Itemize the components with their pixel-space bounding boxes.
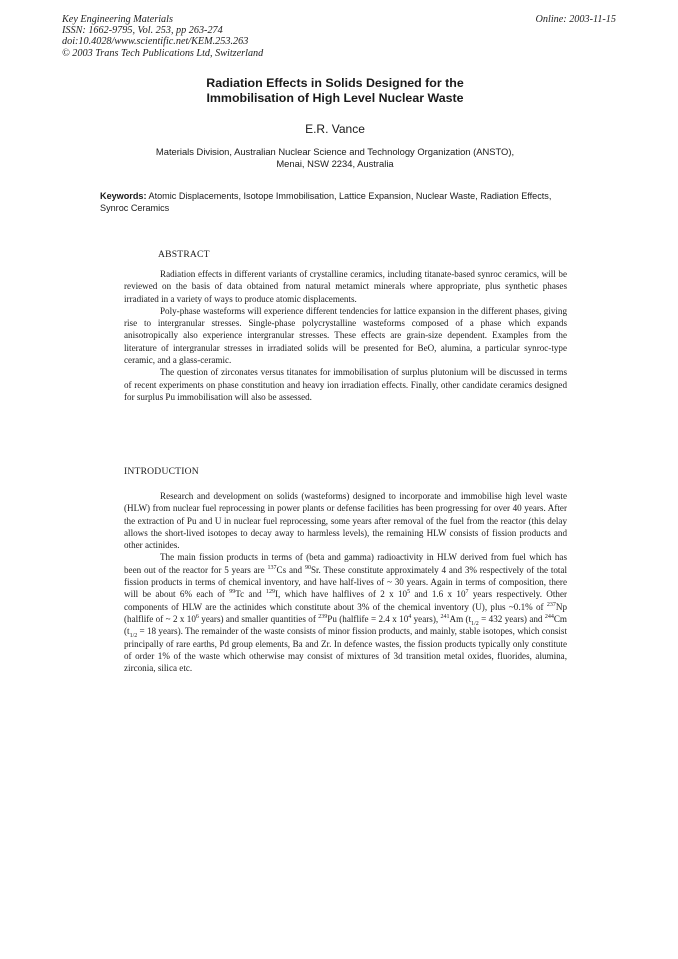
abstract-paragraph-3: The question of zirconates versus titanates for immobilisation of surplus plutonium will be discussed in terms of recent experiments on phase constitution and heavy ion irradiation effects. Finally, other candidate ceramics designed for surplus Pu immobilisation will also be assessed.	[124, 367, 567, 402]
affiliation	[110, 146, 560, 170]
intro-paragraph-2: The main fission products in terms of (beta and gamma) radioactivity in HLW derived from fuel which has been out of the reactor for 5 years are $^{137}$Cs and $^{90}$Sr. These constitute approximately 4 and 3% respectively of the total fission products in terms of chemical inventory, and have half-lives of ~ 30 years. Again in terms of composition, there will be about 6% each of $^{99}$Tc and $^{129}$I, which have halflives of 2 x $10^5$ and 1.6 x $10^7$ years respectively. Other components of HLW are the actinides which constitute about 3% of the chemical inventory (U), plus ~0.1% of $^{237}$Np (halflife of ~ 2 x $10^6$ years) and smaller quantities of $^{239}$Pu (halflife = 2.4 x $10^4$ years), $^{241}$Am ($t_{1/2} = 432$ years) and $^{244}$Cm ($t_{1/2} = 18$ years). The remainder of the waste consists of minor fission products, and mainly, stable isotopes, which consist principally of rare earths, Pd group elements, Ba and Zr. In defence wastes, the fission products typically only constitute of order 1% of the waste which otherwise may consist of mixtures of 3d transition metal oxides, fluorides, alumina, zirconia, silica etc.	[124, 552, 568, 674]
keywords	[100, 190, 580, 215]
doi-line: doi:10.4028/www.scientific.net/KEM.253.263	[62, 36, 249, 48]
online-date: Online: 2003-11-15	[535, 14, 616, 25]
abstract-paragraph-2: Poly-phase wasteforms will experience different tendencies for lattice expansion in the different phases, giving rise to intergranular stresses. Single-phase polycrystalline wasteforms composed of a phase which expands anisotropically also experience intergranular stresses. These effects are grain-size dependent. Examples from the literature of intergranular stresses in irradiated solids will be presented for BeO, alumina, a particular synroc-type ceramic, and a glass-ceramic.	[124, 305, 567, 366]
journal-name: Key Engineering Materials	[62, 14, 173, 25]
keywords-text: Atomic Displacements, Isotope Immobilisation, Lattice Expansion, Nuclear Waste, Radiation Effects, Synroc Ceramics	[100, 191, 552, 214]
introduction-body	[124, 490, 567, 674]
copyright-line: © 2003 Trans Tech Publications Ltd, Switzerland	[62, 47, 264, 59]
abstract-body	[124, 268, 567, 403]
affiliation-line-1: Materials Division, Australian Nuclear Science and Technology Organization (ANSTO),	[155, 146, 515, 157]
abstract-paragraph-1: Radiation effects in different variants of crystalline ceramics, including titanate-based synroc ceramics, will be reviewed on the basis of data obtained from natural metamict minerals where appropriate, plus synthetic phases irradiated in a variety of ways to produce atomic displacements.	[124, 269, 567, 304]
journal-header	[62, 14, 263, 59]
abstract-heading: ABSTRACT	[158, 249, 210, 260]
affiliation-line-2: Menai, NSW 2234, Australia	[276, 158, 394, 169]
title-line-1: Radiation Effects in Solids Designed for the	[206, 76, 464, 90]
paper-title	[150, 76, 520, 105]
issn-line: ISSN: 1662-9795, Vol. 253, pp 263-274	[62, 25, 223, 37]
intro-paragraph-1: Research and development on solids (wasteforms) designed to incorporate and immobilise high level waste (HLW) from nuclear fuel reprocessing in power plants or defense facilities has been progressing for over 40 years. After the extraction of Pu and U in nuclear fuel reprocessing, some years after removal of the fuel from the reactor (this delay allows the short-lived isotopes to decay away to harmless levels), the remaining HLW consists of fission products and other actinides.	[124, 491, 567, 551]
introduction-heading: INTRODUCTION	[124, 466, 199, 477]
keywords-label: Keywords:	[100, 191, 147, 201]
author-name: E.R. Vance	[305, 122, 365, 136]
title-line-2: Immobilisation of High Level Nuclear Waste	[206, 90, 464, 105]
